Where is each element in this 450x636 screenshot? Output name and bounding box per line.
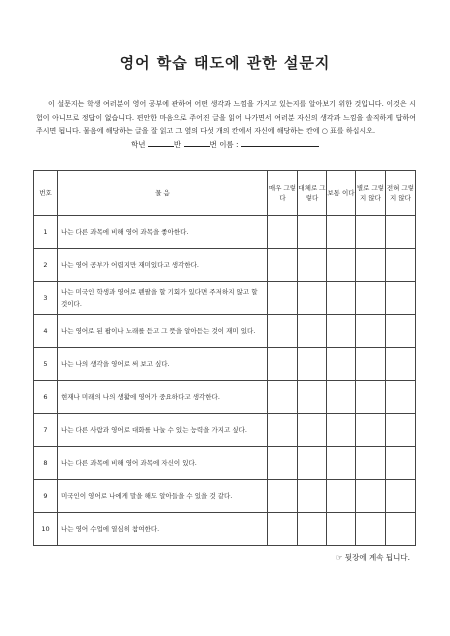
question-text: 나는 영어 수업에 열심히 참여한다. (58, 513, 268, 546)
answer-cell[interactable] (298, 381, 327, 414)
answer-cell[interactable] (268, 216, 298, 249)
answer-cell[interactable] (327, 315, 356, 348)
answer-cell[interactable] (356, 414, 386, 447)
answer-cell[interactable] (298, 282, 327, 315)
answer-cell[interactable] (386, 414, 416, 447)
table-row (34, 249, 416, 282)
header-item: 물 음 (58, 171, 268, 216)
answer-cell[interactable] (386, 348, 416, 381)
answer-cell[interactable] (298, 249, 327, 282)
answer-cell[interactable] (386, 282, 416, 315)
answer-cell[interactable] (268, 447, 298, 480)
answer-cell[interactable] (268, 381, 298, 414)
answer-cell[interactable] (327, 216, 356, 249)
question-text: 나는 다른 과목에 비해 영어 과목에 자신이 있다. (58, 447, 268, 480)
answer-cell[interactable] (327, 513, 356, 546)
header-no: 번호 (34, 171, 58, 216)
question-text: 나는 영어 공부가 어렵지만 재미있다고 생각한다. (58, 249, 268, 282)
header-option: 매우 그렇다 (268, 171, 298, 216)
survey-table (33, 170, 416, 546)
answer-cell[interactable] (356, 381, 386, 414)
table-row (34, 216, 416, 249)
answer-cell[interactable] (386, 513, 416, 546)
answer-cell[interactable] (386, 381, 416, 414)
student-info-line (0, 138, 450, 150)
class-blank[interactable] (148, 138, 174, 147)
answer-cell[interactable] (356, 216, 386, 249)
question-number: 9 (34, 480, 58, 513)
question-text: 나는 미국인 학생과 영어로 펜팔을 할 기회가 있다면 주저하지 않고 할 것이다. (58, 282, 268, 315)
answer-cell[interactable] (327, 480, 356, 513)
intro-paragraph (36, 98, 416, 139)
question-text: 나는 영어로 된 팝이나 노래를 듣고 그 뜻을 알아듣는 것이 재미 있다. (58, 315, 268, 348)
header-option: 별로 그렇지 않다 (356, 171, 386, 216)
question-text: 미국인이 영어로 나에게 말을 해도 알아들을 수 있을 것 같다. (58, 480, 268, 513)
table-row (34, 447, 416, 480)
intro-text: 이 설문지는 학생 여러분이 영어 공부에 관하여 어떤 생각과 느낌을 가지고 있는지를 알아보기 위한 것입니다. 이것은 시험이 아니므로 정답이 없습니다. 편안한 마음으로 주어진 글을 읽어 나가면서 여러분 자신의 생각과 느낌을 솔직하게 답하여 주시면 됩니다. 물음에 해당하는 글을 잘 읽고 그 옆의 다섯 개의 칸에서 자신에 해당하는 칸에 ○ 표를 하십시오. (36, 100, 416, 135)
answer-cell[interactable] (386, 249, 416, 282)
question-text: 현재나 미래의 나의 생활에 영어가 중요하다고 생각한다. (58, 381, 268, 414)
question-number: 7 (34, 414, 58, 447)
answer-cell[interactable] (298, 348, 327, 381)
grade-label: 학년 (131, 140, 146, 149)
table-row (34, 414, 416, 447)
answer-cell[interactable] (356, 282, 386, 315)
answer-cell[interactable] (386, 315, 416, 348)
document-title: 영어 학습 태도에 관한 설문지 (119, 54, 331, 72)
answer-cell[interactable] (268, 480, 298, 513)
answer-cell[interactable] (386, 216, 416, 249)
question-number: 6 (34, 381, 58, 414)
answer-cell[interactable] (327, 414, 356, 447)
answer-cell[interactable] (386, 447, 416, 480)
answer-cell[interactable] (298, 414, 327, 447)
question-number: 10 (34, 513, 58, 546)
question-text: 나는 나의 생각을 영어로 써 보고 싶다. (58, 348, 268, 381)
header-option: 전혀 그렇지 않다 (386, 171, 416, 216)
answer-cell[interactable] (268, 513, 298, 546)
answer-cell[interactable] (268, 282, 298, 315)
question-text: 나는 다른 사람과 영어로 대화를 나눌 수 있는 능력을 가지고 싶다. (58, 414, 268, 447)
table-row (34, 480, 416, 513)
answer-cell[interactable] (298, 480, 327, 513)
table-row (34, 381, 416, 414)
answer-cell[interactable] (298, 216, 327, 249)
answer-cell[interactable] (268, 249, 298, 282)
question-number: 2 (34, 249, 58, 282)
header-option: 대체로 그렇다 (298, 171, 327, 216)
name-label: 이름 : (219, 140, 239, 149)
answer-cell[interactable] (298, 315, 327, 348)
answer-cell[interactable] (268, 348, 298, 381)
answer-cell[interactable] (356, 513, 386, 546)
answer-cell[interactable] (268, 414, 298, 447)
header-option: 보통 이다 (327, 171, 356, 216)
question-text: 나는 다른 과목에 비해 영어 과목을 좋아한다. (58, 216, 268, 249)
answer-cell[interactable] (268, 315, 298, 348)
question-number: 4 (34, 315, 58, 348)
answer-cell[interactable] (356, 447, 386, 480)
question-number: 5 (34, 348, 58, 381)
answer-cell[interactable] (356, 249, 386, 282)
table-row (34, 513, 416, 546)
class-label: 반 (173, 140, 182, 149)
answer-cell[interactable] (327, 447, 356, 480)
answer-cell[interactable] (386, 480, 416, 513)
number-blank[interactable] (184, 138, 210, 147)
question-number: 8 (34, 447, 58, 480)
answer-cell[interactable] (356, 480, 386, 513)
question-number: 1 (34, 216, 58, 249)
continued-note: ☞ 뒷장에 계속 됩니다. (335, 553, 410, 562)
table-row (34, 315, 416, 348)
answer-cell[interactable] (327, 249, 356, 282)
answer-cell[interactable] (327, 348, 356, 381)
name-blank[interactable] (241, 138, 319, 147)
question-number: 3 (34, 282, 58, 315)
table-row (34, 348, 416, 381)
answer-cell[interactable] (298, 513, 327, 546)
answer-cell[interactable] (298, 447, 327, 480)
table-row (34, 282, 416, 315)
answer-cell[interactable] (356, 315, 386, 348)
number-label: 번 (209, 140, 217, 149)
table-header-row (34, 171, 416, 216)
answer-cell[interactable] (327, 381, 356, 414)
answer-cell[interactable] (327, 282, 356, 315)
answer-cell[interactable] (356, 348, 386, 381)
